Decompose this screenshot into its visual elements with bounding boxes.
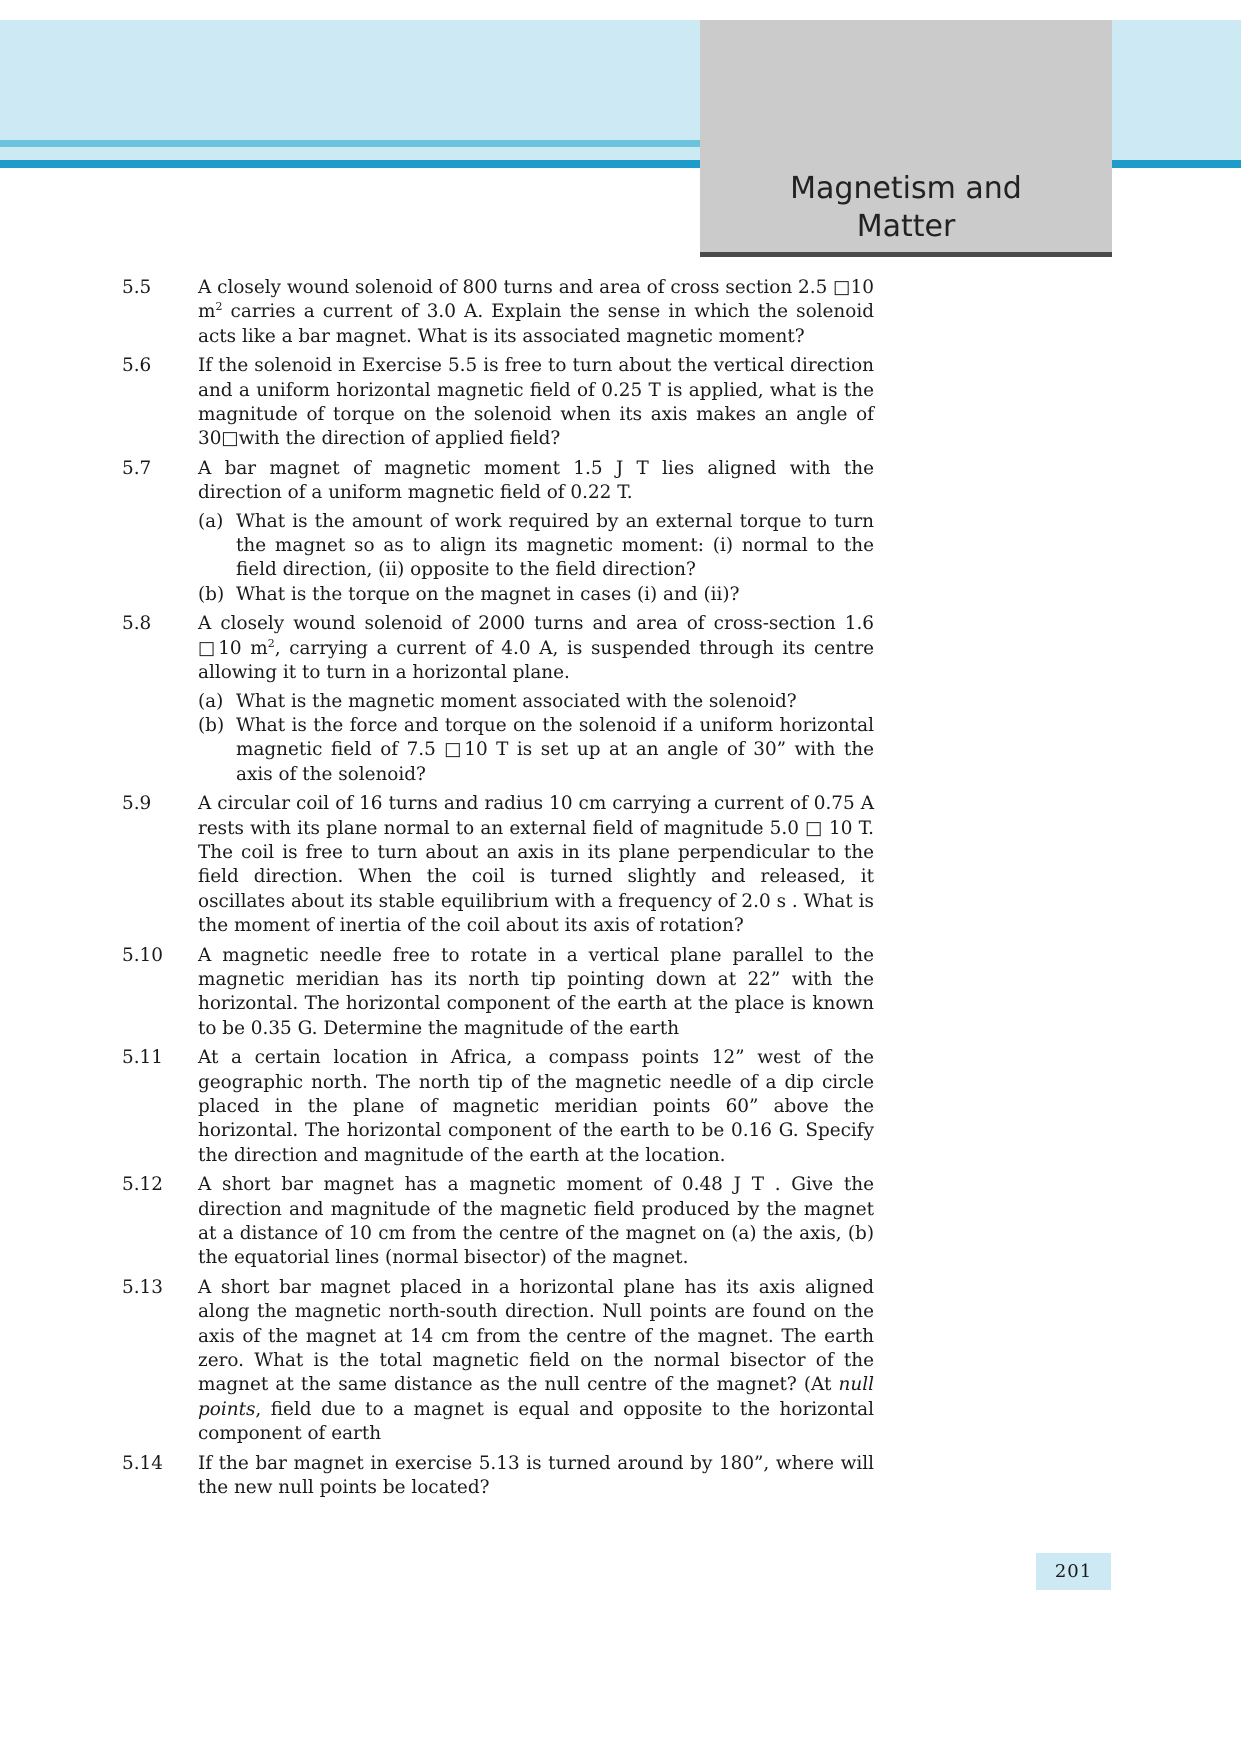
exercise-part: [198, 583, 874, 607]
chapter-title-box: [700, 20, 1112, 257]
exercise-5-11: [122, 1046, 874, 1168]
part-label: (a): [198, 510, 224, 532]
exercise-number: 5.13: [122, 1276, 163, 1298]
exercise-part: [198, 714, 874, 787]
exercise-number: 5.12: [122, 1174, 163, 1196]
exercise-number: 5.14: [122, 1452, 163, 1474]
exercise-5-10: [122, 944, 874, 1042]
page-number: 201: [1036, 1553, 1111, 1590]
exercise-5-12: [122, 1173, 874, 1271]
exercise-number: 5.7: [122, 457, 152, 479]
header-stripe-light: [0, 140, 700, 147]
exercise-text: A bar magnet of magnetic moment 1.5 J T lies aligned with the direction of a uniform magnetic field of 0.22 T.: [198, 457, 874, 504]
chapter-title-line2: Matter: [856, 209, 956, 244]
exercise-number: 5.11: [122, 1047, 163, 1069]
part-text: What is the magnetic moment associated with the solenoid?: [236, 690, 797, 712]
exercise-5-5: [122, 276, 874, 349]
chapter-title-line1: Magnetism and: [790, 171, 1022, 206]
exercise-5-7: [122, 457, 874, 607]
exercise-5-9: [122, 792, 874, 938]
exercise-text: A closely wound solenoid of 800 turns and area of cross section 2.5 □10 $m^2$ carries a current of 3.0 A. Explain the sense in which the solenoid acts like a bar magnet. What is its associated magnetic moment?: [198, 277, 874, 347]
exercise-text: At a certain location in Africa, a compass points 12” west of the geographic north. The north tip of the magnetic needle of a dip circle placed in the plane of magnetic meridian points 60” above the horizontal. The horizontal component of the earth to be 0.16 G. Specify the direction and magnitude of the earth at the location.: [198, 1047, 874, 1166]
exercise-list: [122, 276, 874, 1506]
exercise-text: A circular coil of 16 turns and radius 10 cm carrying a current of 0.75 A rests with its plane normal to an external field of magnitude 5.0 □ 10 T. The coil is free to turn about an axis in its plane perpendicular to the field direction. When the coil is turned slightly and released, it oscillates about its stable equilibrium with a frequency of 2.0 s . What is the moment of inertia of the coil about its axis of rotation?: [198, 793, 874, 937]
exercise-part: [198, 690, 874, 714]
exercise-text: A closely wound solenoid of 2000 turns and area of cross-section 1.6 □10 $m^2$, carrying a current of 4.0 A, is suspended through its centre allowing it to turn in a horizontal plane.: [198, 613, 874, 684]
exercise-number: 5.8: [122, 613, 152, 635]
exercise-text: A short bar magnet has a magnetic moment of 0.48 J T . Give the direction and magnitude of the magnetic field produced by the magnet at a distance of 10 cm from the centre of the magnet on (a) the axis, (b) the equatorial lines (normal bisector) of the magnet.: [198, 1174, 874, 1269]
exercise-part: [198, 510, 874, 583]
exercise-text: If the solenoid in Exercise 5.5 is free to turn about the vertical direction and a uniform horizontal magnetic field of 0.25 T is applied, what is the magnitude of torque on the solenoid when its axis makes an angle of 30□with the direction of applied field?: [198, 355, 874, 450]
exercise-number: 5.9: [122, 793, 152, 815]
exercise-5-14: [122, 1452, 874, 1501]
exercise-number: 5.10: [122, 944, 163, 966]
part-text: What is the torque on the magnet in cases (i) and (ii)?: [236, 583, 740, 605]
exercise-number: 5.5: [122, 277, 152, 298]
exercise-5-13: [122, 1276, 874, 1447]
exercise-text: If the bar magnet in exercise 5.13 is turned around by 180”, where will the new null points be located?: [198, 1452, 874, 1499]
exercise-5-8: [122, 612, 874, 787]
part-label: (b): [198, 583, 225, 605]
part-text: What is the force and torque on the solenoid if a uniform horizontal magnetic field of 7.5 □10 T is set up at an angle of 30” with the axis of the solenoid?: [236, 714, 874, 785]
exercise-5-6: [122, 354, 874, 452]
part-text: What is the amount of work required by an external torque to turn the magnet so as to align its magnetic moment: (i) normal to the field direction, (ii) opposite to the field direction?: [236, 510, 874, 581]
exercise-text: A short bar magnet placed in a horizontal plane has its axis aligned along the magnetic north-south direction. Null points are found on the axis of the magnet at 14 cm from the centre of the magnet. The earth zero. What is the total magnetic field on the normal bisector of the magnet at the same distance as the null centre of the magnet? (At null points, field due to a magnet is equal and opposite to the horizontal component of earth: [198, 1276, 874, 1445]
part-label: (b): [198, 714, 225, 736]
part-label: (a): [198, 690, 224, 712]
exercise-number: 5.6: [122, 355, 152, 377]
chapter-title: [700, 170, 1112, 246]
exercise-text: A magnetic needle free to rotate in a vertical plane parallel to the magnetic meridian has its north tip pointing down at 22” with the horizontal. The horizontal component of the earth at the place is known to be 0.35 G. Determine the magnitude of the earth: [198, 944, 874, 1039]
